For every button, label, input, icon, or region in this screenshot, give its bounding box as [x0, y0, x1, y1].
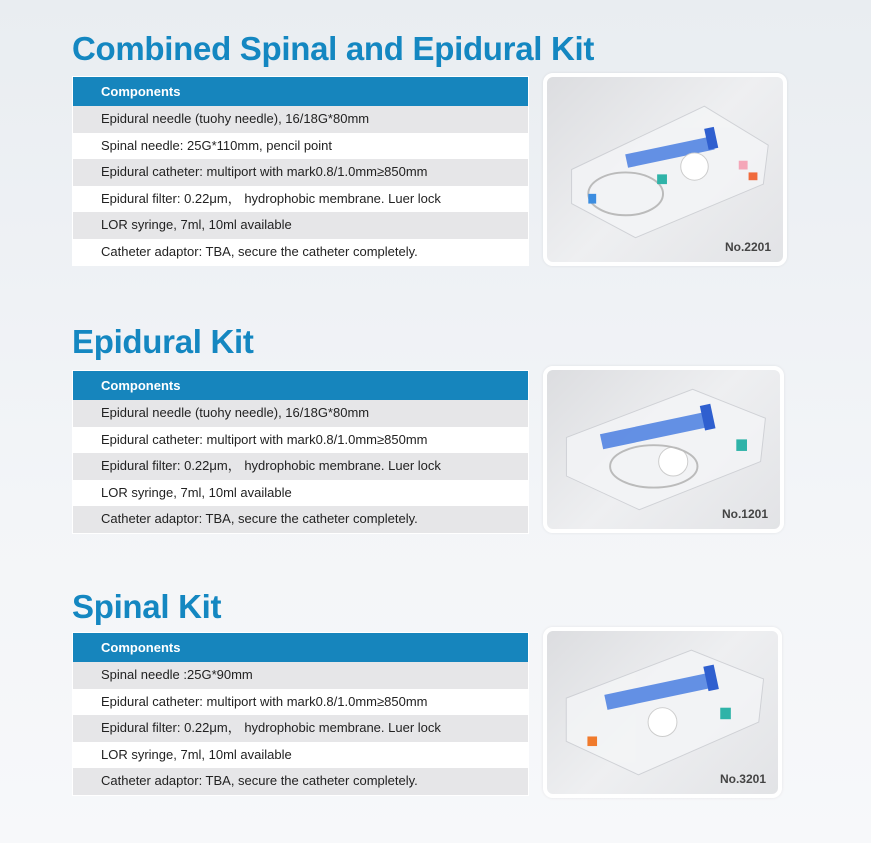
table-row: Spinal needle :25G*90mm	[73, 662, 528, 689]
kit-tray-image	[547, 77, 783, 262]
table-header: Components	[73, 371, 528, 400]
kit-tray-image	[547, 370, 780, 529]
table-row: Epidural filter: 0.22μm， hydrophobic membrane. Luer lock	[73, 186, 528, 213]
table-row: Epidural catheter: multiport with mark0.8/1.0mm≥850mm	[73, 689, 528, 716]
product-photo	[543, 73, 787, 266]
product-photo	[543, 627, 782, 798]
table-row: Epidural filter: 0.22μm， hydrophobic membrane. Luer lock	[73, 715, 528, 742]
table-row: Catheter adaptor: TBA, secure the catheter completely.	[73, 506, 528, 533]
kit-title: Combined Spinal and Epidural Kit	[72, 30, 595, 67]
table-row: LOR syringe, 7ml, 10ml available	[73, 480, 528, 507]
table-header: Components	[73, 633, 528, 662]
table-header: Components	[73, 77, 528, 106]
components-table	[72, 370, 529, 534]
components-table	[72, 632, 529, 796]
table-row: Epidural filter: 0.22μm， hydrophobic membrane. Luer lock	[73, 453, 528, 480]
table-row: Catheter adaptor: TBA, secure the catheter completely.	[73, 768, 528, 795]
kit-tray-image	[547, 631, 778, 794]
table-row: Epidural catheter: multiport with mark0.8/1.0mm≥850mm	[73, 159, 528, 186]
table-row: LOR syringe, 7ml, 10ml available	[73, 742, 528, 769]
model-number: No.1201	[721, 507, 768, 521]
table-row: Epidural needle (tuohy needle), 16/18G*80mm	[73, 400, 528, 427]
model-number: No.2201	[724, 240, 771, 254]
model-number: No.3201	[719, 772, 766, 786]
kit-title: Epidural Kit	[72, 323, 254, 360]
kit-title: Spinal Kit	[72, 588, 222, 625]
product-photo	[543, 366, 784, 533]
table-row: Spinal needle: 25G*110mm, pencil point	[73, 133, 528, 160]
components-table	[72, 76, 529, 266]
table-row: LOR syringe, 7ml, 10ml available	[73, 212, 528, 239]
table-row: Epidural catheter: multiport with mark0.8/1.0mm≥850mm	[73, 427, 528, 454]
table-row: Catheter adaptor: TBA, secure the catheter completely.	[73, 239, 528, 266]
table-row: Epidural needle (tuohy needle), 16/18G*80mm	[73, 106, 528, 133]
